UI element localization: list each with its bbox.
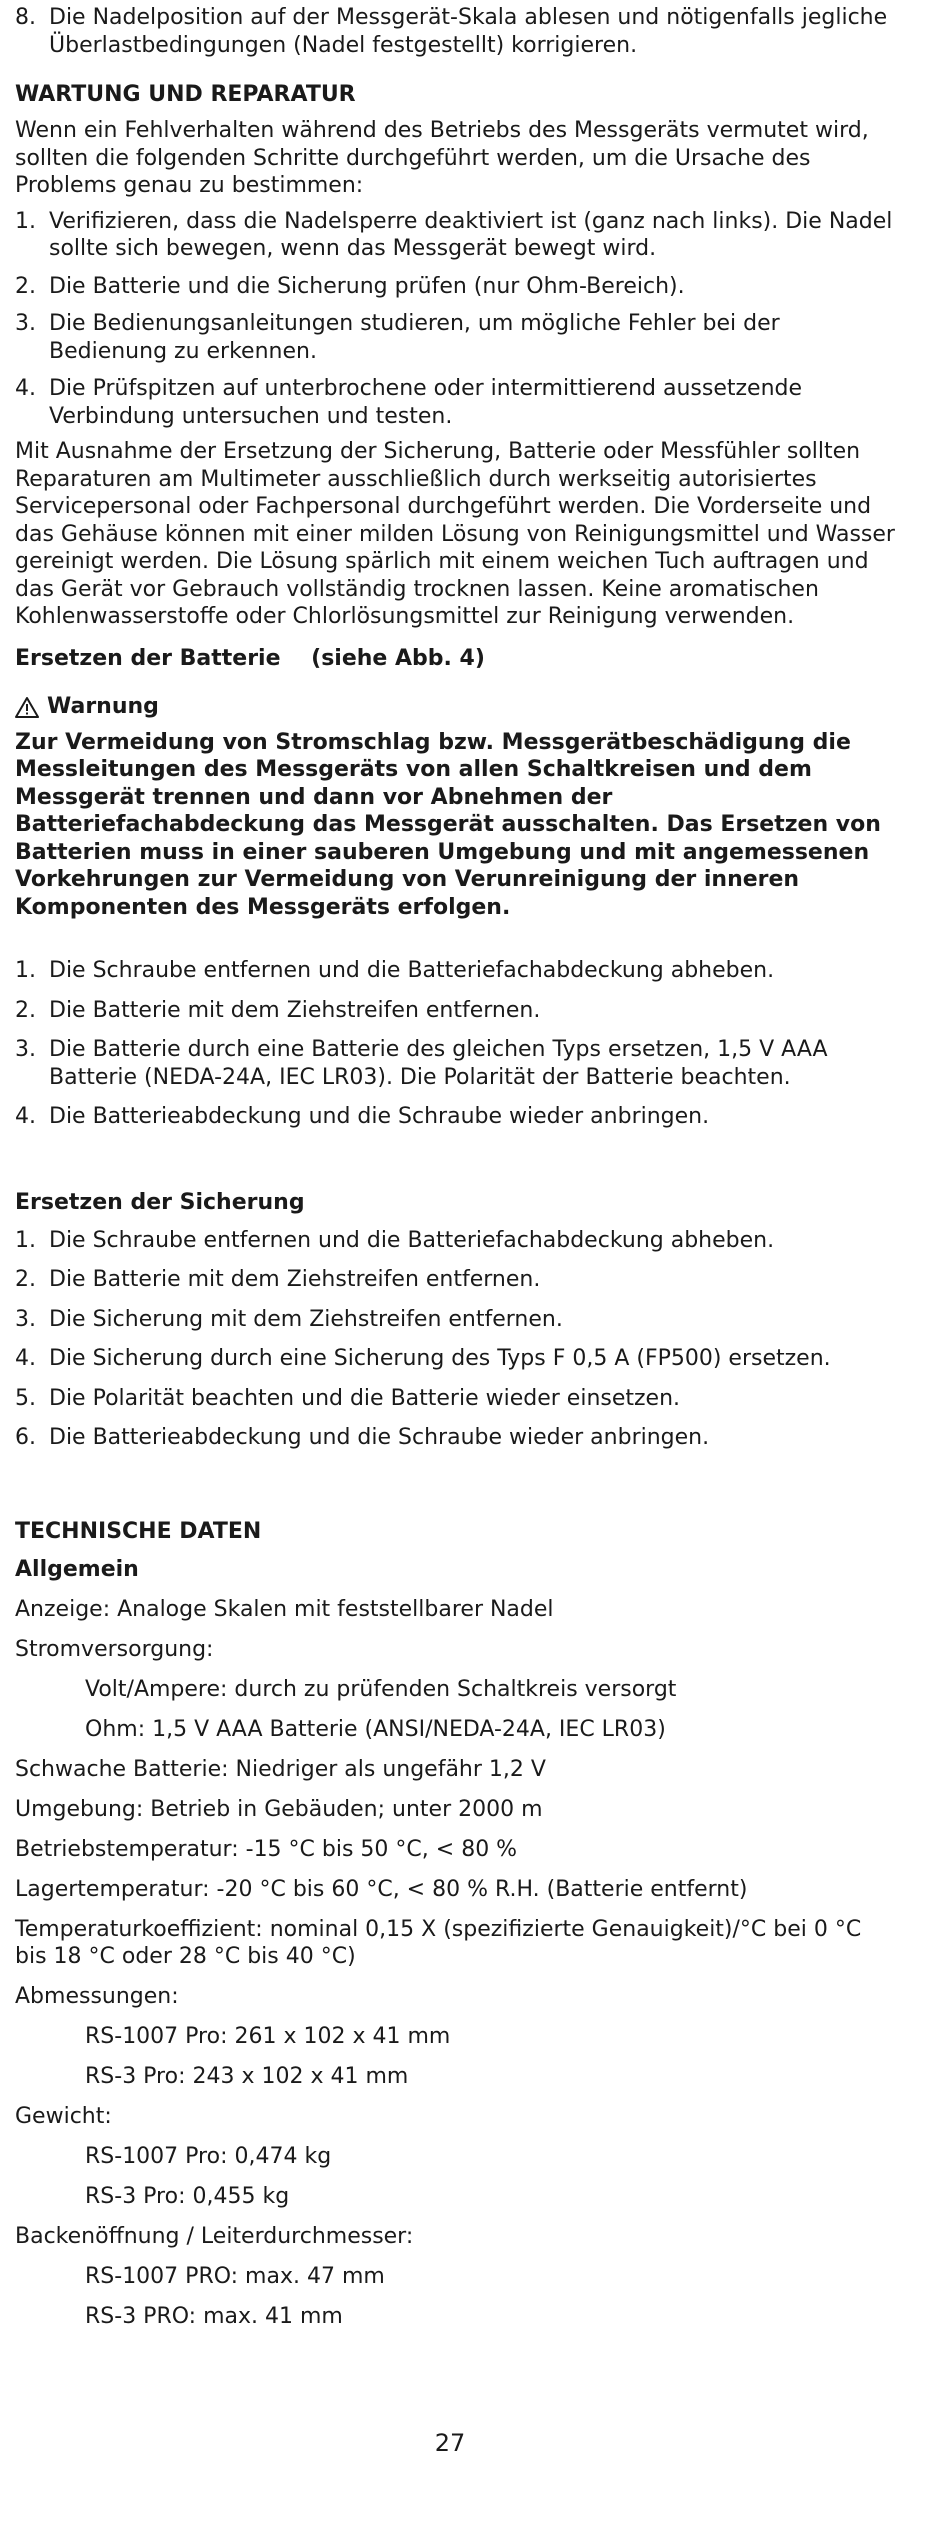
step-text: Die Batterie durch eine Batterie des gleichen Typs ersetzen, 1,5 V AAA Batterie (NEDA-24A, IEC LR03). Die Polarität der Batterie beachten. [49, 1037, 828, 1090]
fuse-steps [15, 1227, 895, 1452]
spec-power-label: Stromversorgung: [15, 1636, 214, 1662]
maintenance-steps [15, 208, 895, 431]
step-number: 8. [15, 5, 36, 30]
list-item [15, 1227, 895, 1255]
step-text: Die Sicherung durch eine Sicherung des Typs F 0,5 A (FP500) ersetzen. [49, 1346, 831, 1371]
specs-subheading: Allgemein [15, 1556, 139, 1582]
spec-temp-coeff: Temperaturkoeffizient: nominal 0,15 X (spezifizierte Genauigkeit)/°C bei 0 °C bis 18 °C oder 28 °C bis 40 °C) [15, 1916, 862, 1969]
battery-steps [15, 957, 895, 1131]
step-number: 1. [15, 958, 36, 983]
list-item [15, 1424, 895, 1452]
spec-jaw-3: RS-3 PRO: max. 41 mm [85, 2303, 343, 2329]
maintenance-intro: Wenn ein Fehlverhalten während des Betriebs des Messgeräts vermutet wird, sollten die folgenden Schritte durchgeführt werden, um die Ursache des Problems genau zu bestimmen: [15, 118, 869, 198]
warning-triangle-icon [15, 696, 39, 718]
spec-weight-3: RS-3 Pro: 0,455 kg [85, 2183, 290, 2209]
spec-power-ohm: Ohm: 1,5 V AAA Batterie (ANSI/NEDA-24A, IEC LR03) [85, 1716, 666, 1742]
warning-label: Warnung [47, 693, 159, 719]
fuse-heading: Ersetzen der Sicherung [15, 1189, 305, 1215]
list-item [15, 310, 895, 365]
step-number: 1. [15, 1227, 36, 1253]
step-number: 3. [15, 1037, 36, 1062]
step-number: 4. [15, 1104, 36, 1129]
spec-display: Anzeige: Analoge Skalen mit feststellbarer Nadel [15, 1596, 554, 1622]
spec-dim-3: RS-3 Pro: 243 x 102 x 41 mm [85, 2063, 409, 2089]
warning-text: Zur Vermeidung von Stromschlag bzw. Messgerätbeschädigung die Messleitungen des Messgeräts von allen Schaltkreisen und dem Messgerät trennen und dann vor Abnehmen der Batteriefachabdeckung das Messgerät ausschalten. Das Ersetzen von Batterien muss in einer sauberen Umgebung und mit angemessenen Vorkehrungen zur Vermeidung von Verunreinigung der inneren Komponenten des Messgeräts erfolgen. [15, 729, 881, 920]
list-item [15, 997, 895, 1025]
manual-page [15, 4, 895, 2331]
page-number: 27 [434, 2429, 466, 2457]
step-text: Die Nadelposition auf der Messgerät-Skala ablesen und nötigenfalls jegliche Überlastbedingungen (Nadel festgestellt) korrigieren. [49, 5, 888, 58]
list-item [15, 273, 895, 301]
maintenance-heading: WARTUNG UND REPARATUR [15, 82, 356, 107]
step-text: Die Batterieabdeckung und die Schraube wieder anbringen. [49, 1104, 710, 1129]
list-item [15, 1345, 895, 1373]
list-item [15, 1103, 895, 1131]
step-number: 2. [15, 273, 36, 299]
step-number: 4. [15, 1346, 36, 1371]
step-8 [15, 4, 895, 59]
step-text: Die Schraube entfernen und die Batteriefachabdeckung abheben. [49, 958, 775, 983]
specs-list [15, 1596, 895, 2331]
spec-dimensions-label: Abmessungen: [15, 1983, 179, 2009]
step-text: Die Batterie mit dem Ziehstreifen entfernen. [49, 1267, 541, 1292]
step-number: 4. [15, 376, 36, 401]
list-item [15, 957, 895, 985]
step-text: Die Schraube entfernen und die Batteriefachabdeckung abheben. [49, 1227, 775, 1253]
step-text: Die Prüfspitzen auf unterbrochene oder intermittierend aussetzende Verbindung untersuchen und testen. [49, 376, 803, 429]
step-text: Die Batterie und die Sicherung prüfen (nur Ohm-Bereich). [49, 273, 685, 299]
spec-storage-temp: Lagertemperatur: -20 °C bis 60 °C, < 80 % R.H. (Batterie entfernt) [15, 1876, 748, 1902]
step-text: Die Batterieabdeckung und die Schraube wieder anbringen. [49, 1425, 710, 1450]
spec-operating-temp: Betriebstemperatur: -15 °C bis 50 °C, < 80 % [15, 1836, 518, 1862]
warning-heading [15, 693, 895, 721]
spec-low-battery: Schwache Batterie: Niedriger als ungefähr 1,2 V [15, 1756, 546, 1782]
step-number: 5. [15, 1385, 36, 1411]
spec-weight-1007: RS-1007 Pro: 0,474 kg [85, 2143, 332, 2169]
list-item [15, 208, 895, 263]
maintenance-body: Mit Ausnahme der Ersetzung der Sicherung, Batterie oder Messfühler sollten Reparaturen am Multimeter ausschließlich durch werkseitig autorisiertes Servicepersonal oder Fachpersonal durchgeführt werden. Die Vorderseite und das Gehäuse können mit einer milden Lösung von Reinigungsmittel und Wasser gereinigt werden. Die Lösung spärlich mit einem weichen Tuch auftragen und das Gerät vor Gebrauch vollständig trocknen lassen. Keine aromatischen Kohlenwasserstoffe oder Chlorlösungsmittel zur Reinigung verwenden. [15, 439, 895, 629]
list-item [15, 1385, 895, 1413]
list-item [15, 1266, 895, 1294]
step-number: 1. [15, 208, 36, 234]
list-item [15, 375, 895, 430]
list-item [15, 1306, 895, 1334]
step-number: 6. [15, 1425, 36, 1450]
step-text: Verifizieren, dass die Nadelsperre deaktiviert ist (ganz nach links). Die Nadel sollte sich bewegen, wenn das Messgerät bewegt wird. [49, 208, 893, 261]
specs-heading: TECHNISCHE DATEN [15, 1518, 262, 1544]
spec-power-volt: Volt/Ampere: durch zu prüfenden Schaltkreis versorgt [85, 1676, 677, 1702]
spec-dim-1007: RS-1007 Pro: 261 x 102 x 41 mm [85, 2023, 451, 2049]
step-number: 2. [15, 997, 36, 1023]
spec-jaw-1007: RS-1007 PRO: max. 47 mm [85, 2263, 385, 2289]
spec-jaw-label: Backenöffnung / Leiterdurchmesser: [15, 2223, 414, 2249]
step-number: 3. [15, 311, 36, 336]
step-text: Die Bedienungsanleitungen studieren, um mögliche Fehler bei der Bedienung zu erkennen. [49, 311, 780, 364]
step-text: Die Sicherung mit dem Ziehstreifen entfernen. [49, 1306, 563, 1332]
battery-heading: Ersetzen der Batterie (siehe Abb. 4) [15, 645, 485, 671]
step-text: Die Polarität beachten und die Batterie wieder einsetzen. [49, 1385, 681, 1411]
spec-environment: Umgebung: Betrieb in Gebäuden; unter 2000 m [15, 1796, 543, 1822]
step-text: Die Batterie mit dem Ziehstreifen entfernen. [49, 997, 541, 1023]
step-number: 2. [15, 1267, 36, 1292]
spec-weight-label: Gewicht: [15, 2103, 112, 2129]
list-item [15, 1036, 895, 1091]
step-number: 3. [15, 1306, 36, 1332]
